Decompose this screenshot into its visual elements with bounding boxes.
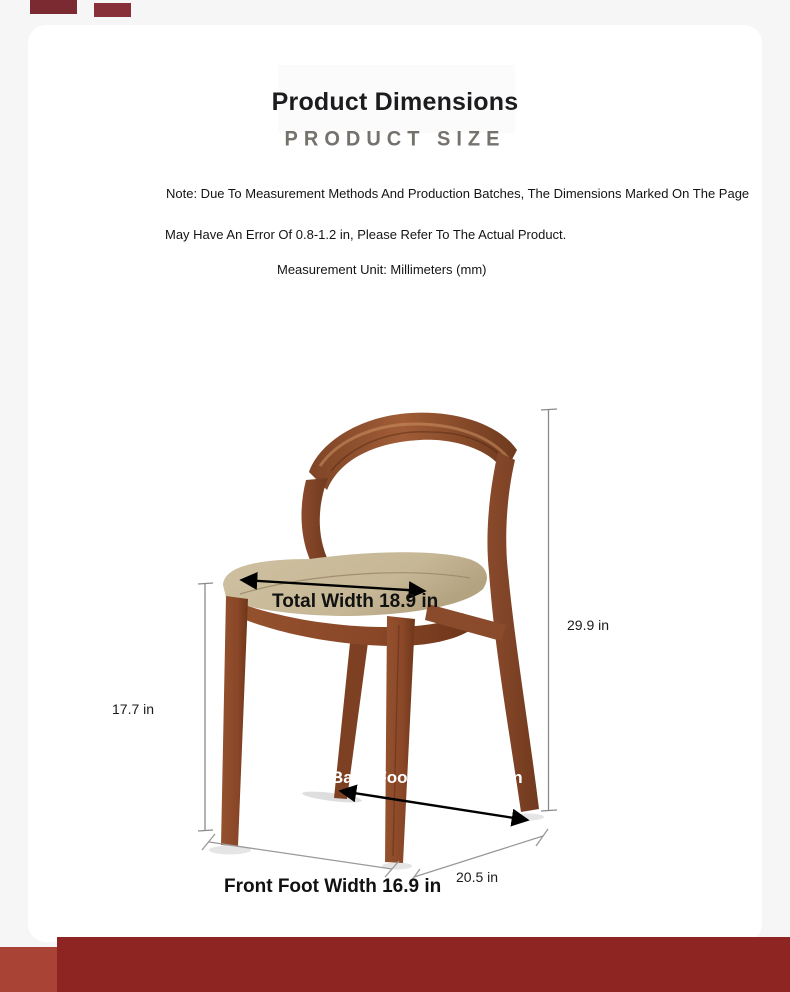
height-label: 29.9 in: [567, 617, 610, 633]
chair-illustration: [209, 413, 544, 870]
note-line-1: Note: Due To Measurement Methods And Production Batches, The Dimensions Marked On The Page: [166, 186, 750, 201]
seat-height-label: 17.7 in: [112, 701, 155, 717]
total-width-label: Total Width 18.9 in: [272, 591, 439, 612]
page-subtitle: PRODUCT SIZE: [284, 127, 506, 151]
shadow-back-left-foot: [302, 789, 363, 804]
chair-front-left-leg: [221, 596, 248, 846]
note-line-3: Measurement Unit: Millimeters (mm): [277, 262, 487, 277]
front-foot-width-label: Front Foot Width 16.9 in: [224, 876, 442, 897]
seat-height-dimension-line: [198, 583, 213, 831]
chair-front-right-leg: [385, 616, 415, 863]
page-title: Product Dimensions: [271, 88, 519, 116]
note-line-2: May Have An Error Of 0.8-1.2 in, Please Refer To The Actual Product.: [165, 227, 567, 242]
back-foot-width-label: Back Foot Width 15.7 in: [331, 768, 523, 787]
depth-label: 20.5 in: [456, 869, 499, 885]
height-dimension-line: [541, 409, 557, 811]
chair-left-upright: [301, 478, 328, 560]
back-foot-width-arrow: [341, 791, 527, 820]
